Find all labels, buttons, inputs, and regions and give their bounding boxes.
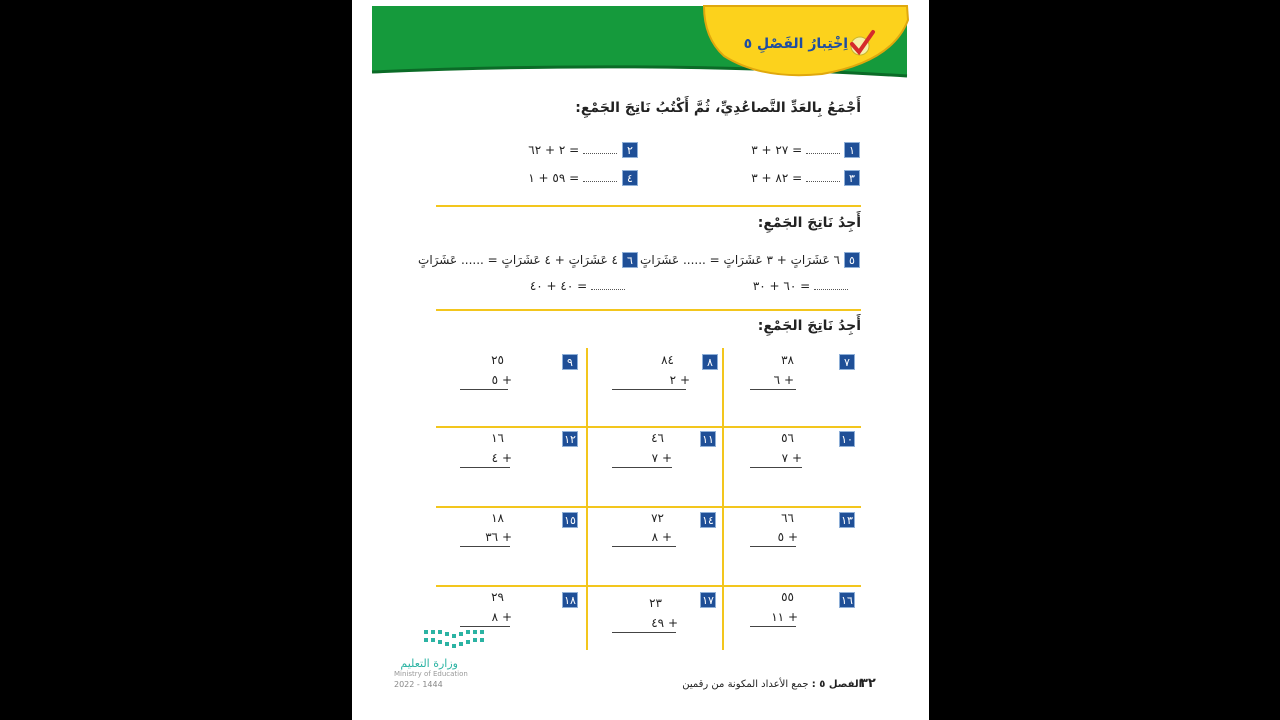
exercise-item — [527, 279, 625, 293]
exercise-item — [750, 143, 840, 157]
grid-line — [586, 348, 588, 650]
check-mark-icon — [846, 28, 876, 58]
section3-instruction: أَجِدُ نَاتِجَ الجَمْعِ: — [757, 318, 861, 334]
exercise-item — [527, 171, 617, 185]
addend-bottom: ٦ + — [773, 373, 794, 387]
problem-number-badge: ١٣ — [839, 512, 855, 528]
addend-top: ٦٦ — [781, 511, 794, 525]
addend-bottom: ٢ + — [669, 373, 690, 387]
addend-bottom: ٧ + — [781, 451, 802, 465]
problem-number-badge: ١٤ — [700, 512, 716, 528]
addend-top: ٨٤ — [661, 353, 674, 367]
problem-number-badge: ٨ — [702, 354, 718, 370]
section-divider — [436, 205, 861, 207]
section-divider — [436, 309, 861, 311]
exercise-expression: ٨٢ + ٣ = — [751, 171, 803, 185]
exercise-item — [750, 171, 840, 185]
sum-line — [612, 467, 672, 468]
edition-year: 2022 - 1444 — [394, 680, 443, 689]
sum-line — [750, 626, 796, 627]
sum-line — [460, 626, 510, 627]
problem-number-badge: ٩ — [562, 354, 578, 370]
exercise-item — [750, 279, 848, 293]
addend-top: ٤٦ — [651, 431, 664, 445]
answer-blank — [583, 147, 617, 154]
addend-top: ٢٩ — [491, 590, 504, 604]
addend-bottom: ٤ + — [491, 451, 512, 465]
grid-line — [722, 348, 724, 650]
addend-top: ٥٦ — [781, 431, 794, 445]
item-number-badge: ٤ — [622, 170, 638, 186]
problem-number-badge: ١٦ — [839, 592, 855, 608]
tens-addition-item: ٤ عَشَرَاتٍ + ٤ عَشَرَاتٍ = ...... عَشَرَاتٍ — [418, 253, 618, 267]
addend-bottom: ٣٦ + — [485, 530, 512, 544]
problem-number-badge: ١٧ — [700, 592, 716, 608]
item-number-badge: ١ — [844, 142, 860, 158]
addend-top: ٧٢ — [651, 511, 664, 525]
item-number-badge: ٣ — [844, 170, 860, 186]
sum-line — [612, 546, 676, 547]
exercise-item — [527, 143, 617, 157]
addend-bottom: ٥ + — [777, 530, 798, 544]
exercise-expression: ٥٩ + ١ = — [528, 171, 580, 185]
sum-line — [612, 389, 686, 390]
addend-bottom: ٥ + — [491, 373, 512, 387]
addend-bottom: ٧ + — [651, 451, 672, 465]
exercise-expression: ٤٠ + ٤٠ = — [529, 279, 588, 293]
answer-blank — [814, 283, 848, 290]
addend-top: ٢٣ — [649, 596, 662, 610]
sum-line — [750, 467, 802, 468]
problem-number-badge: ٧ — [839, 354, 855, 370]
sum-line — [460, 389, 508, 390]
sum-line — [460, 467, 510, 468]
footer-chapter: الفصل ٥ : — [811, 679, 862, 690]
sum-line — [460, 546, 510, 547]
grid-line — [436, 506, 861, 508]
problem-number-badge: ١٢ — [562, 431, 578, 447]
problem-number-badge: ١٠ — [839, 431, 855, 447]
ministry-logo-icon — [422, 628, 492, 650]
footer-chapter-title: جمع الأعداد المكونة من رقمين — [682, 679, 809, 690]
answer-blank — [591, 283, 625, 290]
addend-top: ٢٥ — [491, 353, 504, 367]
addend-top: ٣٨ — [781, 353, 794, 367]
ministry-name-en: Ministry of Education — [394, 670, 468, 678]
page-number: ٣٢ — [860, 676, 876, 691]
addend-top: ٥٥ — [781, 590, 794, 604]
problem-number-badge: ١٥ — [562, 512, 578, 528]
grid-line — [436, 585, 861, 587]
page-footer — [672, 679, 862, 690]
item-number-badge: ٦ — [622, 252, 638, 268]
item-number-badge: ٢ — [622, 142, 638, 158]
section2-instruction: أَجِدُ نَاتِجَ الجَمْعِ: — [757, 215, 861, 231]
addend-bottom: ١١ + — [771, 610, 798, 624]
addend-bottom: ٨ + — [491, 610, 512, 624]
addend-bottom: ٤٩ + — [651, 616, 678, 630]
sum-line — [612, 632, 676, 633]
grid-line — [436, 426, 861, 428]
answer-blank — [806, 147, 840, 154]
exercise-expression: ٦٠ + ٣٠ = — [752, 279, 811, 293]
answer-blank — [806, 175, 840, 182]
addend-top: ١٦ — [491, 431, 504, 445]
chapter-test-title: اِخْتِبارُ الفَصْلِ ٥ — [743, 36, 848, 52]
ministry-name-ar: وزارة التعليم — [400, 657, 458, 670]
sum-line — [750, 389, 796, 390]
workbook-page — [352, 0, 929, 720]
exercise-expression: ٢٧ + ٣ = — [751, 143, 803, 157]
addend-bottom: ٨ + — [651, 530, 672, 544]
exercise-expression: ٢ + ٦٢ = — [528, 143, 580, 157]
tens-addition-item: ٦ عَشَرَاتٍ + ٣ عَشَرَاتٍ = ...... عَشَرَاتٍ — [640, 253, 840, 267]
problem-number-badge: ١٨ — [562, 592, 578, 608]
problem-number-badge: ١١ — [700, 431, 716, 447]
answer-blank — [583, 175, 617, 182]
sum-line — [750, 546, 796, 547]
addend-top: ١٨ — [491, 511, 504, 525]
section1-instruction: أَجْمَعُ بِالعَدِّ التَّصاعُدِيِّ، ثُمَّ أَكْتُبُ نَاتِجَ الجَمْعِ: — [575, 100, 861, 116]
item-number-badge: ٥ — [844, 252, 860, 268]
